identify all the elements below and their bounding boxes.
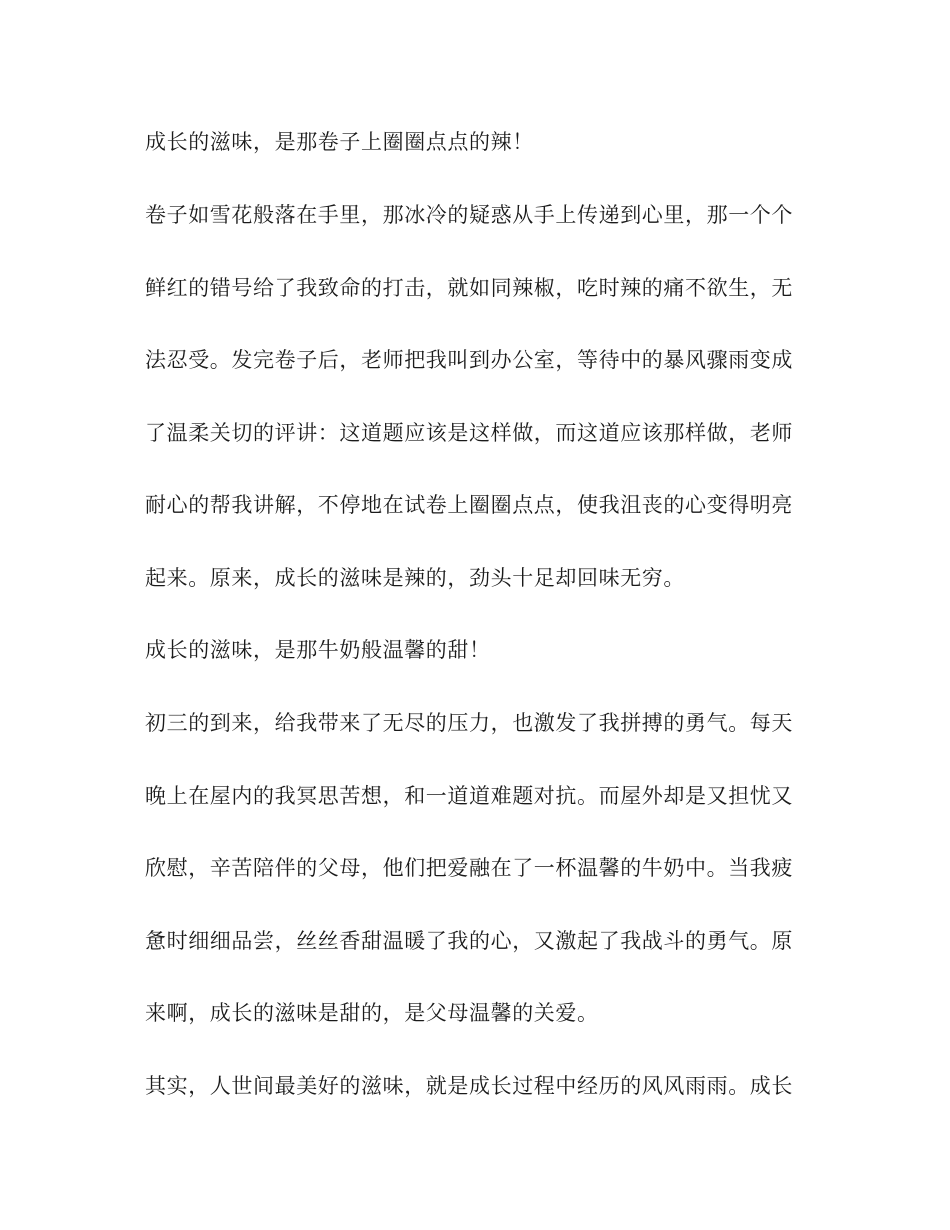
text-line: 来啊，成长的滋味是甜的，是父母温馨的关爱。 (145, 1001, 599, 1025)
text-line: 鲜红的错号给了我致命的打击，就如同辣椒，吃时辣的痛不欲生，无 (145, 276, 793, 300)
text-line: 晚上在屋内的我冥思苦想，和一道道难题对抗。而屋外却是又担忧又 (145, 784, 793, 808)
text-line: 了温柔关切的评讲：这道题应该是这样做，而这道应该那样做，老师 (145, 421, 793, 445)
text-line: 惫时细细品尝，丝丝香甜温暖了我的心，又激起了我战斗的勇气。原 (145, 929, 793, 953)
text-line: 成长的滋味，是那牛奶般温馨的甜！ (145, 638, 491, 662)
text-line: 其实，人世间最美好的滋味，就是成长过程中经历的风风雨雨。成长 (145, 1074, 793, 1098)
text-line: 卷子如雪花般落在手里，那冰冷的疑惑从手上传递到心里，那一个个 (145, 203, 793, 227)
text-line: 起来。原来，成长的滋味是辣的，劲头十足却回味无穷。 (145, 566, 685, 590)
text-line: 成长的滋味，是那卷子上圈圈点点的辣！ (145, 130, 534, 154)
text-line: 耐心的帮我讲解，不停地在试卷上圈圈点点，使我沮丧的心变得明亮 (145, 493, 793, 517)
text-line: 欣慰，辛苦陪伴的父母，他们把爱融在了一杯温馨的牛奶中。当我疲 (145, 856, 793, 880)
text-line: 初三的到来，给我带来了无尽的压力，也激发了我拼搏的勇气。每天 (145, 711, 793, 735)
text-line: 法忍受。发完卷子后，老师把我叫到办公室，等待中的暴风骤雨变成 (145, 348, 793, 372)
